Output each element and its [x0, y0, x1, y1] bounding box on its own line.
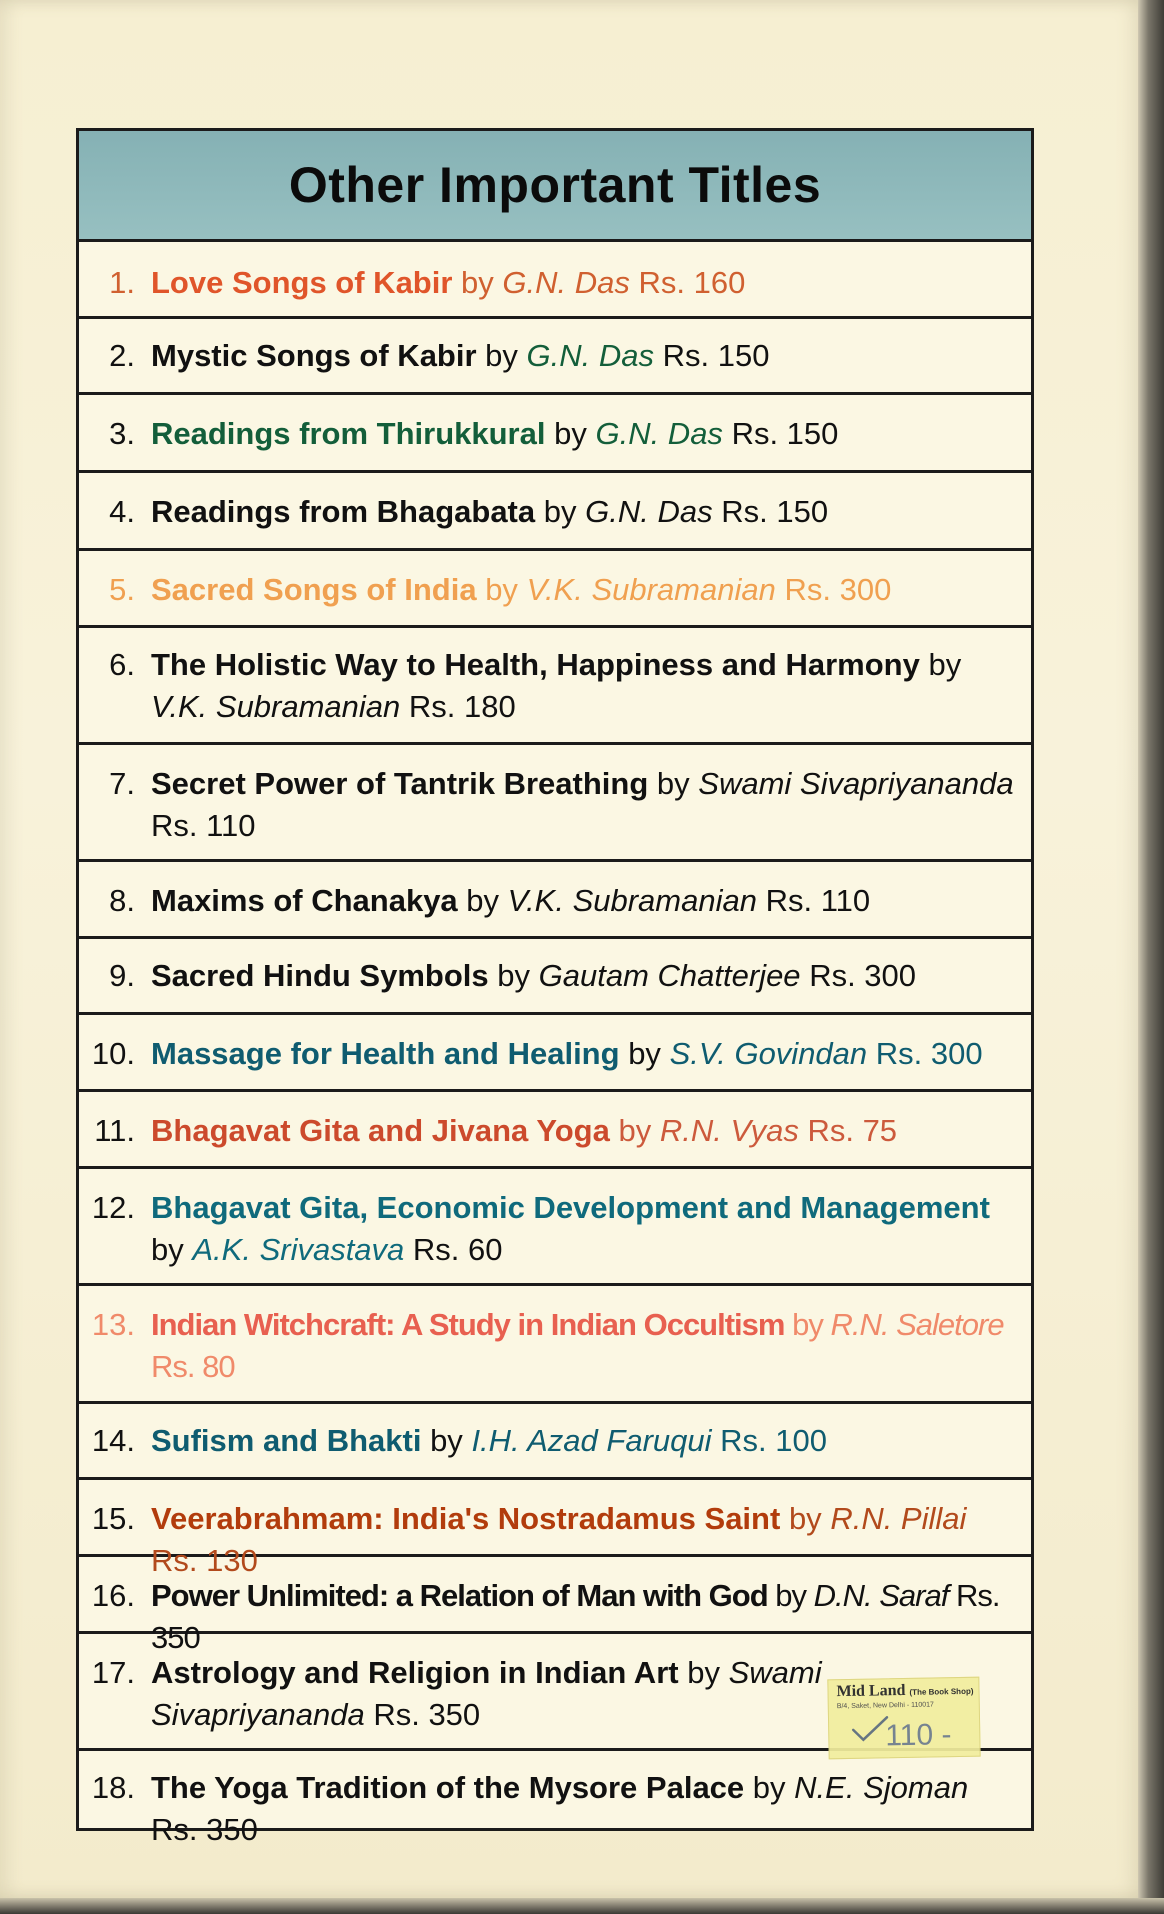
- by-word: by: [687, 1655, 720, 1690]
- by-word: by: [792, 1307, 823, 1342]
- book-author: Gautam Chatterjee: [538, 958, 801, 993]
- item-text: [151, 763, 1019, 847]
- item-text: [151, 955, 1019, 997]
- book-author: I.H. Azad Faruqui: [471, 1423, 712, 1458]
- item-number: 15.: [91, 1501, 135, 1536]
- book-author: G.N. Das: [595, 416, 723, 451]
- by-word: by: [618, 1113, 652, 1148]
- item-number: 10.: [91, 1036, 135, 1071]
- item-text: [151, 1420, 1019, 1462]
- sticker-price-mark: 110 -: [885, 1718, 952, 1753]
- book-author: A.K. Srivastava: [192, 1232, 405, 1267]
- book-author: Swami Sivapriyananda: [698, 766, 1014, 801]
- book-title: Indian Witchcraft: A Study in Indian Occultism: [151, 1307, 785, 1342]
- by-word: by: [466, 883, 500, 918]
- book-price: Rs. 160: [638, 265, 746, 300]
- page-title: Other Important Titles: [288, 157, 822, 213]
- table-header: [79, 131, 1031, 242]
- book-title: Bhagavat Gita, Economic Development and Management: [151, 1190, 990, 1225]
- list-item: [79, 1480, 1031, 1578]
- item-number: 2.: [109, 338, 135, 373]
- item-number: 7.: [109, 766, 135, 801]
- by-word: by: [485, 572, 518, 607]
- by-word: by: [485, 338, 518, 373]
- page-edge-bottom: [0, 1898, 1164, 1914]
- sticker-shop-address: B/4, Saket, New Delhi - 110017: [836, 1701, 934, 1711]
- book-author: V.K. Subramanian: [507, 883, 757, 918]
- book-title: Massage for Health and Healing: [151, 1036, 620, 1071]
- book-price: Rs. 300: [875, 1036, 983, 1071]
- book-title: Mystic Songs of Kabir: [151, 338, 477, 373]
- by-word: by: [151, 1232, 184, 1267]
- book-price: Rs. 110: [151, 808, 256, 843]
- list-item: [79, 319, 1031, 395]
- item-text: [151, 1187, 1019, 1271]
- sticker-shop-name: [836, 1681, 973, 1701]
- item-text: [151, 335, 1019, 377]
- list-item: [79, 395, 1031, 473]
- book-price: Rs. 350: [151, 1812, 258, 1847]
- book-price: Rs. 350: [373, 1697, 481, 1732]
- book-title: Maxims of Chanakya: [151, 883, 458, 918]
- by-word: by: [543, 494, 577, 529]
- item-number: 6.: [109, 647, 135, 682]
- item-text: [151, 1110, 1019, 1152]
- book-price: Rs. 80: [151, 1349, 235, 1384]
- book-title: Secret Power of Tantrik Breathing: [151, 766, 649, 801]
- item-number: 12.: [91, 1190, 135, 1225]
- book-price: Rs. 75: [807, 1113, 898, 1148]
- item-number: 17.: [91, 1655, 135, 1690]
- book-title: Power Unlimited: a Relation of Man with God: [151, 1578, 768, 1613]
- item-number: 11.: [94, 1113, 135, 1148]
- book-author: R.N. Vyas: [659, 1113, 799, 1148]
- list-item: [79, 628, 1031, 745]
- item-text: [151, 644, 1019, 728]
- by-word: by: [497, 958, 531, 993]
- item-number: 18.: [91, 1770, 135, 1805]
- book-price: Rs. 180: [408, 689, 516, 724]
- by-word: by: [928, 647, 962, 682]
- book-author: G.N. Das: [585, 494, 713, 529]
- book-author: Swami Sivapriyananda: [151, 1655, 822, 1732]
- book-price: Rs. 110: [765, 883, 871, 918]
- item-number: 16.: [91, 1578, 135, 1613]
- book-author: S.V. Govindan: [669, 1036, 868, 1071]
- item-text: [151, 1033, 1019, 1075]
- item-text: [151, 491, 1019, 533]
- item-number: 3.: [109, 416, 135, 451]
- list-item: [79, 862, 1031, 939]
- list-item: [79, 939, 1031, 1015]
- book-title: Sacred Songs of India: [151, 572, 477, 607]
- item-number: 14.: [91, 1423, 135, 1458]
- item-number: 13.: [91, 1307, 135, 1342]
- book-author: D.N. Saraf: [813, 1578, 949, 1613]
- book-author: R.N. Saletore: [830, 1307, 1004, 1342]
- list-item: [79, 242, 1031, 319]
- by-word: by: [788, 1501, 822, 1536]
- book-title: The Holistic Way to Health, Happiness and Harmony: [151, 647, 920, 682]
- by-word: by: [628, 1036, 661, 1071]
- book-price: Rs. 60: [412, 1232, 503, 1267]
- list-item: [79, 1557, 1031, 1655]
- by-word: by: [775, 1578, 807, 1613]
- book-title: Readings from Thirukkural: [151, 416, 546, 451]
- book-price: Rs. 150: [721, 494, 829, 529]
- book-author: V.K. Subramanian: [151, 689, 401, 724]
- by-word: by: [461, 265, 494, 300]
- item-number: 1.: [109, 265, 135, 300]
- book-author: V.K. Subramanian: [526, 572, 776, 607]
- by-word: by: [656, 766, 690, 801]
- list-item: [79, 1092, 1031, 1169]
- list-item: [79, 1751, 1031, 1847]
- book-price: Rs. 130: [151, 1543, 258, 1578]
- list-item: [79, 1015, 1031, 1092]
- item-text: [151, 1304, 1019, 1388]
- item-text: [151, 1767, 1019, 1851]
- list-item: [79, 1286, 1031, 1404]
- book-title: Love Songs of Kabir: [151, 265, 453, 300]
- titles-table: [76, 128, 1034, 1847]
- item-number: 5.: [109, 572, 135, 607]
- book-title: The Yoga Tradition of the Mysore Palace: [151, 1770, 745, 1805]
- item-number: 8.: [109, 883, 135, 918]
- list-item: [79, 473, 1031, 551]
- item-text: [151, 413, 1019, 455]
- book-price: Rs. 150: [731, 416, 839, 451]
- book-author: R.N. Pillai: [830, 1501, 967, 1536]
- list-item: [79, 1404, 1031, 1480]
- book-title: Readings from Bhagabata: [151, 494, 536, 529]
- page-edge-right: [1138, 0, 1164, 1914]
- by-word: by: [752, 1770, 786, 1805]
- price-sticker: [827, 1677, 980, 1760]
- list-item: [79, 551, 1031, 628]
- book-title: Veerabrahmam: India's Nostradamus Saint: [151, 1501, 781, 1536]
- book-price: Rs. 150: [662, 338, 770, 373]
- book-price: Rs. 300: [784, 572, 892, 607]
- book-title: Astrology and Religion in Indian Art: [151, 1655, 679, 1690]
- sticker-shop-title: Mid Land: [836, 1681, 906, 1701]
- book-title: Sacred Hindu Symbols: [151, 958, 489, 993]
- item-number: 4.: [109, 494, 135, 529]
- by-word: by: [430, 1423, 463, 1458]
- book-title: Bhagavat Gita and Jivana Yoga: [151, 1113, 610, 1148]
- item-text: [151, 880, 1019, 922]
- book-author: N.E. Sjoman: [794, 1770, 969, 1805]
- book-title: Sufism and Bhakti: [151, 1423, 422, 1458]
- item-number: 9.: [109, 958, 135, 993]
- item-text: [151, 569, 1019, 611]
- book-price: Rs. 300: [809, 958, 917, 993]
- by-word: by: [554, 416, 587, 451]
- book-price: Rs. 350: [151, 1578, 1000, 1655]
- item-text: [151, 262, 1019, 304]
- sticker-shop-tag: (The Book Shop): [909, 1686, 974, 1697]
- book-price: Rs. 100: [720, 1423, 827, 1458]
- list-item: [79, 1169, 1031, 1286]
- book-author: G.N. Das: [502, 265, 630, 300]
- book-author: G.N. Das: [526, 338, 655, 373]
- list-item: [79, 745, 1031, 862]
